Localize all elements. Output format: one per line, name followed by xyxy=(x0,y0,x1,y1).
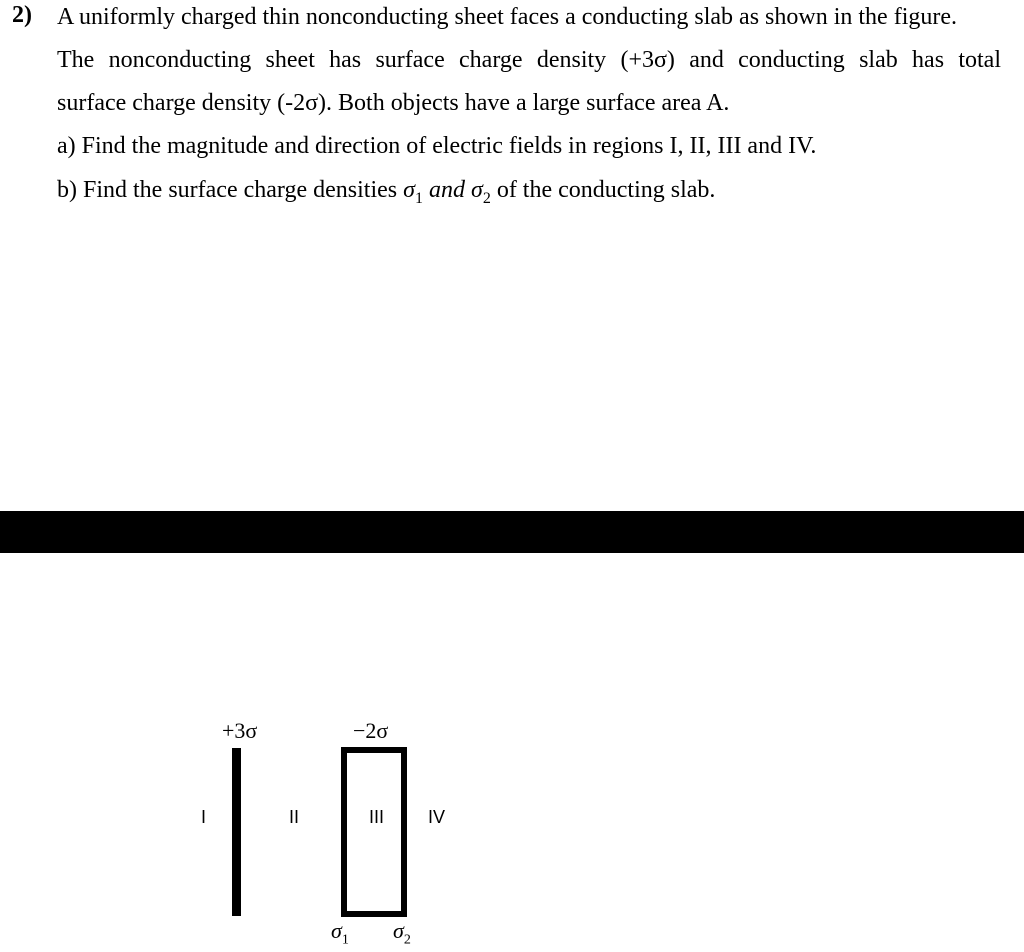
sigma1-symbol: $\sigma_1$ xyxy=(403,177,423,207)
intro-line-2: The nonconducting sheet has surface charge density (+3σ) and conducting slab has total xyxy=(57,47,1001,73)
part-b-prefix: b) Find the surface charge densities xyxy=(57,177,404,203)
part-b xyxy=(57,177,715,208)
region-label-iv: IV xyxy=(428,807,446,827)
intro-line-3: surface charge density (-2σ). Both objects have a large surface area A. xyxy=(57,90,730,116)
intro-line-1: A uniformly charged thin nonconducting sheet faces a conducting slab as shown in the figure. xyxy=(57,4,957,30)
region-label-i: I xyxy=(201,807,207,827)
question-intro xyxy=(57,0,1001,125)
sheet-charge-label: +3σ xyxy=(222,718,258,743)
part-a: a) Find the magnitude and direction of electric fields in regions I, II, III and IV. xyxy=(57,133,817,159)
sigma2-label: $\sigma_2$ xyxy=(393,918,411,948)
region-label-iii: III xyxy=(369,807,385,827)
region-label-ii: II xyxy=(289,807,300,827)
conducting-slab xyxy=(341,747,407,917)
sigma2-symbol: $\sigma_2$ xyxy=(470,177,491,207)
and-word: and xyxy=(422,177,471,203)
slab-charge-label: −2σ xyxy=(353,718,389,743)
part-b-suffix: of the conducting slab. xyxy=(490,177,716,203)
nonconducting-sheet xyxy=(232,748,241,916)
redaction-bar xyxy=(0,511,1024,553)
sigma1-label: $\sigma_1$ xyxy=(331,918,349,948)
question-number: 2) xyxy=(12,2,32,28)
